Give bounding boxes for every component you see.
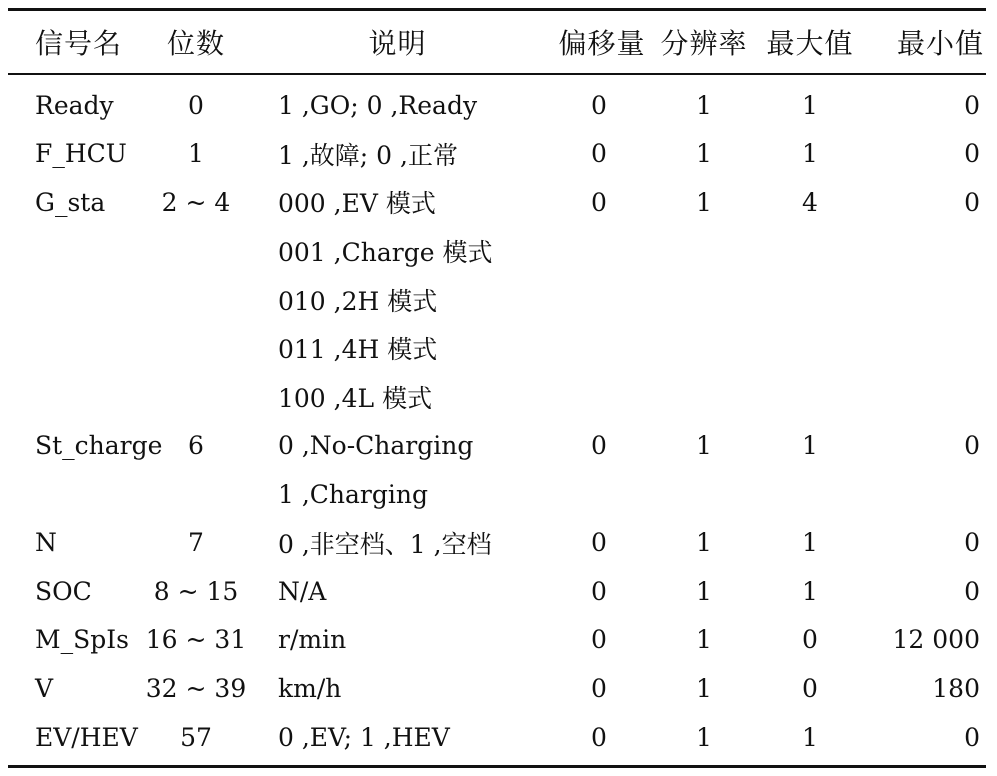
cell-resolution bbox=[651, 470, 757, 519]
cell-min: 12 000 bbox=[892, 625, 980, 655]
table-row bbox=[8, 518, 986, 567]
cell-resolution: 1 bbox=[696, 90, 712, 120]
cell-description: 001 ,Charge 模式 bbox=[278, 238, 493, 268]
cell-bits: 2 ~ 4 bbox=[161, 187, 231, 217]
cell-max: 1 bbox=[802, 90, 818, 120]
header-min: 最小值 bbox=[896, 27, 984, 60]
cell-resolution: 1 bbox=[696, 576, 712, 606]
table-row bbox=[8, 567, 986, 616]
cell-min bbox=[863, 227, 986, 276]
cell-offset: 0 bbox=[591, 673, 607, 703]
cell-offset: 0 bbox=[591, 139, 607, 169]
cell-min bbox=[863, 470, 986, 519]
cell-bits: 8 ~ 15 bbox=[153, 576, 239, 606]
cell-signal-name: SOC bbox=[35, 576, 92, 606]
cell-min: 0 bbox=[964, 90, 980, 120]
cell-offset bbox=[539, 275, 651, 324]
cell-offset bbox=[539, 227, 651, 276]
table-row bbox=[8, 74, 986, 130]
table-row bbox=[8, 130, 986, 179]
cell-min: 180 bbox=[932, 673, 980, 703]
cell-signal-name: St_charge bbox=[35, 430, 163, 460]
header-signal-name: 信号名 bbox=[35, 27, 123, 60]
cell-bits bbox=[136, 324, 256, 373]
cell-offset: 0 bbox=[591, 576, 607, 606]
header-offset: 偏移量 bbox=[558, 27, 646, 60]
cell-signal-name: Ready bbox=[35, 90, 114, 120]
cell-description: 1 ,GO; 0 ,Ready bbox=[278, 90, 478, 120]
table-row bbox=[8, 616, 986, 665]
cell-max: 0 bbox=[802, 625, 818, 655]
cell-bits: 57 bbox=[180, 722, 212, 752]
cell-signal-name bbox=[8, 227, 136, 276]
cell-offset: 0 bbox=[591, 430, 607, 460]
cell-description: N/A bbox=[278, 576, 327, 606]
cell-signal-name: M_SpIs bbox=[35, 625, 129, 655]
cell-resolution: 1 bbox=[696, 625, 712, 655]
cell-min: 0 bbox=[964, 722, 980, 752]
cell-bits bbox=[136, 275, 256, 324]
cell-bits: 16 ~ 31 bbox=[145, 625, 247, 655]
table-row bbox=[8, 421, 986, 470]
table-body bbox=[8, 74, 986, 767]
cell-max bbox=[757, 470, 863, 519]
header-description: 说明 bbox=[368, 27, 427, 60]
cell-description: 0 ,非空档、1 ,空档 bbox=[278, 529, 492, 559]
table-row bbox=[8, 324, 986, 373]
cell-min: 0 bbox=[964, 576, 980, 606]
cell-offset bbox=[539, 324, 651, 373]
cell-offset: 0 bbox=[591, 625, 607, 655]
signal-definition-table bbox=[8, 8, 986, 768]
cell-min: 0 bbox=[964, 187, 980, 217]
cell-signal-name: EV/HEV bbox=[35, 722, 138, 752]
cell-offset: 0 bbox=[591, 90, 607, 120]
cell-max bbox=[757, 373, 863, 422]
cell-offset bbox=[539, 373, 651, 422]
header-row bbox=[8, 10, 986, 75]
cell-signal-name bbox=[8, 324, 136, 373]
cell-bits bbox=[136, 227, 256, 276]
header-max: 最大值 bbox=[766, 27, 854, 60]
cell-description: km/h bbox=[278, 673, 342, 703]
cell-resolution: 1 bbox=[696, 722, 712, 752]
cell-bits: 32 ~ 39 bbox=[145, 673, 247, 703]
cell-description: 010 ,2H 模式 bbox=[278, 286, 438, 316]
cell-max: 0 bbox=[802, 673, 818, 703]
cell-signal-name: G_sta bbox=[35, 187, 106, 217]
table-header bbox=[8, 10, 986, 75]
cell-min bbox=[863, 373, 986, 422]
cell-description: 011 ,4H 模式 bbox=[278, 335, 438, 365]
table-row bbox=[8, 275, 986, 324]
cell-max: 4 bbox=[802, 187, 818, 217]
cell-signal-name bbox=[8, 275, 136, 324]
cell-max bbox=[757, 324, 863, 373]
cell-resolution bbox=[651, 324, 757, 373]
cell-bits: 6 bbox=[188, 430, 204, 460]
table-row bbox=[8, 470, 986, 519]
cell-description: 0 ,No-Charging bbox=[278, 430, 474, 460]
cell-max bbox=[757, 227, 863, 276]
cell-max: 1 bbox=[802, 722, 818, 752]
table-row bbox=[8, 227, 986, 276]
cell-signal-name: V bbox=[35, 673, 54, 703]
cell-description: 1 ,故障; 0 ,正常 bbox=[278, 140, 458, 170]
table-row bbox=[8, 713, 986, 767]
cell-signal-name: F_HCU bbox=[35, 139, 127, 169]
cell-signal-name bbox=[8, 373, 136, 422]
cell-resolution: 1 bbox=[696, 528, 712, 558]
cell-description: 100 ,4L 模式 bbox=[278, 383, 433, 413]
cell-min bbox=[863, 324, 986, 373]
cell-bits bbox=[136, 373, 256, 422]
cell-description: 000 ,EV 模式 bbox=[278, 189, 436, 219]
cell-min: 0 bbox=[964, 528, 980, 558]
cell-min: 0 bbox=[964, 430, 980, 460]
cell-max: 1 bbox=[802, 528, 818, 558]
cell-offset: 0 bbox=[591, 528, 607, 558]
cell-signal-name: N bbox=[35, 528, 57, 558]
cell-description: 0 ,EV; 1 ,HEV bbox=[278, 722, 450, 752]
cell-offset bbox=[539, 470, 651, 519]
cell-resolution bbox=[651, 275, 757, 324]
table-row bbox=[8, 178, 986, 227]
cell-description: 1 ,Charging bbox=[278, 479, 428, 509]
cell-min: 0 bbox=[964, 139, 980, 169]
cell-signal-name bbox=[8, 470, 136, 519]
cell-min bbox=[863, 275, 986, 324]
cell-max: 1 bbox=[802, 430, 818, 460]
cell-resolution: 1 bbox=[696, 430, 712, 460]
cell-resolution: 1 bbox=[696, 139, 712, 169]
cell-resolution bbox=[651, 373, 757, 422]
cell-max: 1 bbox=[802, 576, 818, 606]
table-row bbox=[8, 373, 986, 422]
cell-description: r/min bbox=[278, 625, 347, 655]
header-bits: 位数 bbox=[166, 27, 225, 60]
cell-offset: 0 bbox=[591, 722, 607, 752]
cell-max: 1 bbox=[802, 139, 818, 169]
cell-bits: 7 bbox=[188, 528, 204, 558]
cell-resolution: 1 bbox=[696, 187, 712, 217]
cell-max bbox=[757, 275, 863, 324]
cell-bits: 1 bbox=[188, 139, 204, 169]
cell-bits: 0 bbox=[188, 90, 204, 120]
header-resolution: 分辨率 bbox=[660, 27, 748, 60]
cell-bits bbox=[136, 470, 256, 519]
cell-offset: 0 bbox=[591, 187, 607, 217]
cell-resolution: 1 bbox=[696, 673, 712, 703]
table-row bbox=[8, 664, 986, 713]
cell-resolution bbox=[651, 227, 757, 276]
